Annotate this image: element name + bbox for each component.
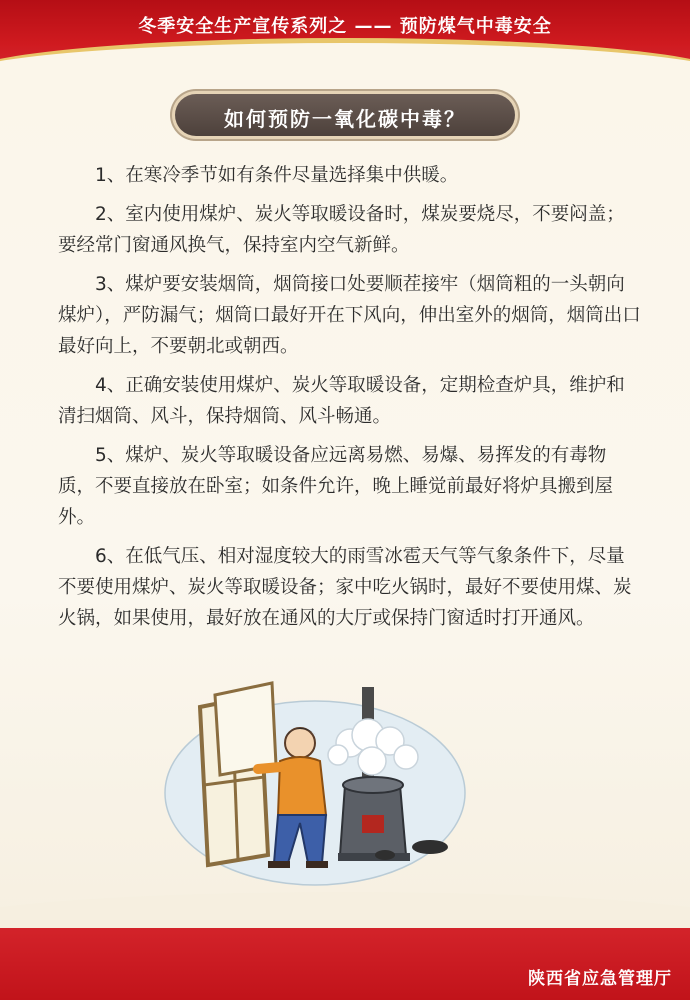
section-title: 如何预防一氧化碳中毒？ [224,107,466,131]
tip-item: 4、正确安装使用煤炉、炭火等取暖设备，定期检查炉具，维护和清扫烟筒、风斗，保持烟筒、风斗畅通。 [58,375,625,427]
footer-org: 陕西省应急管理厅 [528,969,672,989]
tip-item: 3、煤炉要安装烟筒，烟筒接口处要顺茬接牢（烟筒粗的一头朝向煤炉），严防漏气；烟筒口最好开在下风向，伸出室外的烟筒，烟筒出口最好向上，不要朝北或朝西。 [58,274,641,357]
tip-item: 2、室内使用煤炉、炭火等取暖设备时，煤炭要烧尽，不要闷盖；要经常门窗通风换气，保持室内空气新鲜。 [58,204,625,256]
tip-item: 5、煤炉、炭火等取暖设备应远离易燃、易爆、易挥发的有毒物质，不要直接放在卧室；如条件允许，晚上睡觉前最好将炉具搬到屋外。 [58,445,614,528]
tip-item: 6、在低气压、相对湿度较大的雨雪冰雹天气等气象条件下，尽量不要使用煤炉、炭火等取暖设备；家中吃火锅时，最好不要使用煤、炭火锅，如果使用，最好放在通风的大厅或保持门窗适时打开通风。 [58,546,632,629]
tip-item: 1、在寒冷季节如有条件尽量选择集中供暖。 [95,165,459,186]
header-title: 冬季安全生产宣传系列之 —— 预防煤气中毒安全 [138,16,552,37]
window-icon [200,683,276,865]
ventilation-illustration [140,665,500,895]
tips-list [58,160,642,642]
